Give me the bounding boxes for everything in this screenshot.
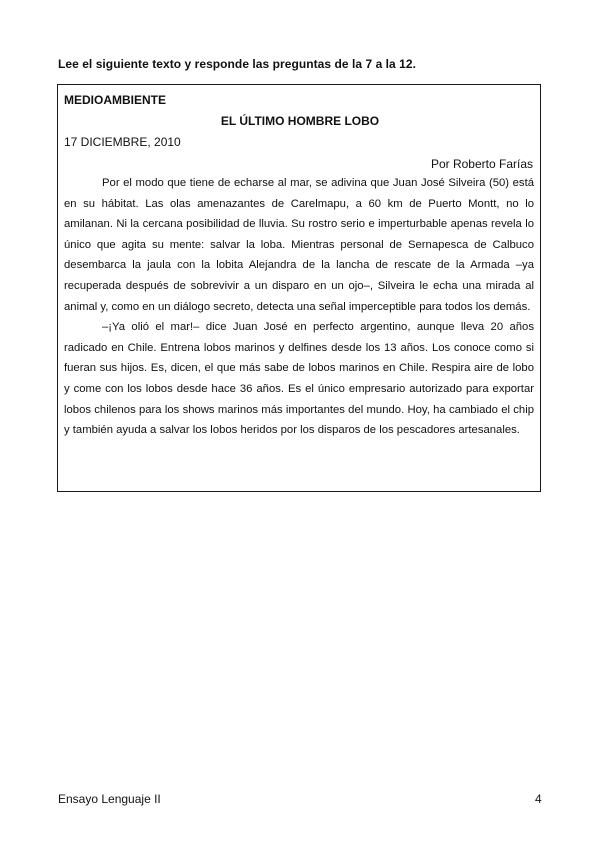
article-byline: Por Roberto Farías [430, 157, 533, 171]
footer-page-number: 4 [535, 792, 542, 806]
article-title: EL ÚLTIMO HOMBRE LOBO [220, 114, 380, 128]
article-paragraph-1: Por el modo que tiene de echarse al mar, se adivina que Juan José Silveira (50) está en su hábitat. Las olas amenazantes de Carelmapu, a 60 km de Puerto Montt, no lo amilanan. Ni la cercana posibilidad de lluvia. Su rostro serio e imperturbable apenas revela lo único que agita su mente: salvar la loba. Mientras personal de Sernapesca de Calbuco desembarca la jaula con la lobita Alejandra de la lancha de rescate de la Armada –ya recuperada después de sobrevivir a un disparo en un ojo–, Silveira le echa una mirada al animal y, como en un diálogo secreto, detecta una señal imperceptible para todos los demás. [64, 177, 534, 313]
footer-document-title: Ensayo Lenguaje II [58, 792, 161, 806]
article-date: 17 DICIEMBRE, 2010 [64, 135, 181, 149]
article-box [57, 84, 541, 492]
article-paragraph-2: –¡Ya olió el mar!– dice Juan José en perfecto argentino, aunque lleva 20 años radicado en Chile. Entrena lobos marinos y delfines desde los 13 años. Los conoce como si fueran sus hijos. Es, dicen, el que más sabe de lobos marinos en Chile. Respira aire de lobo y come con los lobos desde hace 36 años. Es el único empresario autorizado para exportar lobos chilenos para los shows marinos más importantes del mundo. Hoy, ha cambiado el chip y también ayuda a salvar los lobos heridos por los disparos de los pescadores artesanales. [64, 321, 534, 437]
article-section-label: MEDIOAMBIENTE [64, 93, 166, 107]
instructions-heading: Lee el siguiente texto y responde las preguntas de la 7 a la 12. [58, 57, 416, 71]
